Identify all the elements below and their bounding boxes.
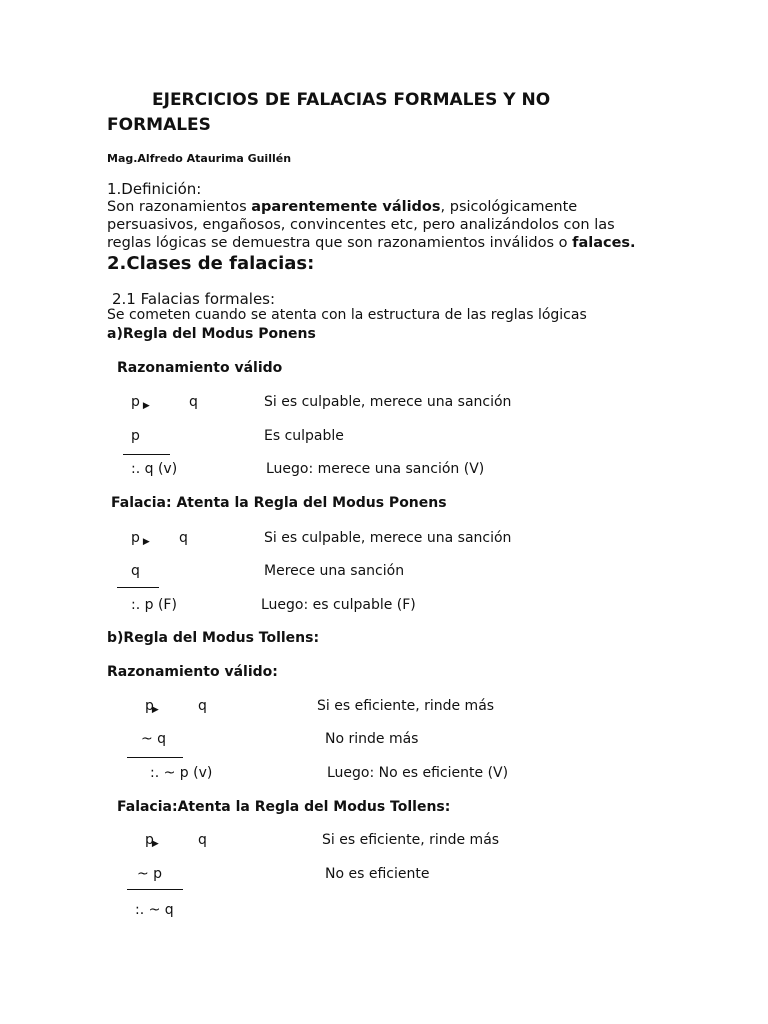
definition-paragraph [107, 198, 654, 252]
premise-text: Si es culpable, merece una sanción [264, 394, 512, 410]
conclusion-text: Luego: es culpable (F) [261, 597, 416, 613]
def-line-1-bold: aparentemente válidos [251, 199, 441, 215]
modus-tollens-heading: b)Regla del Modus Tollens: [107, 630, 320, 646]
premise-text: Es culpable [264, 428, 344, 444]
premise-symbol-q: q [198, 698, 207, 714]
conclusion-symbol: :. ~ q [135, 902, 174, 918]
conclusion-text: Luego: No es eficiente (V) [327, 765, 509, 781]
premise-symbol-q: q [198, 832, 207, 848]
premise-text: No rinde más [325, 731, 419, 747]
def-line-1-a: Son razonamientos [107, 199, 252, 215]
premise-text: No es eficiente [325, 866, 430, 882]
modus-ponens-heading: a)Regla del Modus Ponens [107, 326, 316, 342]
conclusion-text: Luego: merece una sanción (V) [266, 461, 485, 477]
fallacy-heading: Falacia: Atenta la Regla del Modus Ponens [111, 495, 447, 511]
premise-symbol: q [131, 563, 140, 579]
author: Mag.Alfredo Ataurima Guillén [107, 152, 292, 165]
implication-arrow-icon: ▶ [142, 537, 150, 547]
inference-line [117, 587, 159, 588]
def-line-3-a: reglas lógicas se demuestra que son razonamientos inválidos o [107, 235, 573, 251]
conclusion-symbol: :. q (v) [131, 461, 178, 477]
implication-arrow-icon: ▶ [151, 839, 159, 849]
premise-symbol: ~ q [141, 731, 167, 747]
title-line-1: EJERCICIOS DE FALACIAS FORMALES Y NO [152, 90, 551, 110]
premise-symbol: ~ p [137, 866, 163, 882]
conclusion-symbol: :. p (F) [131, 597, 177, 613]
def-line-1-b: , psicológicamente [440, 199, 578, 215]
valid-reasoning-heading: Razonamiento válido [117, 360, 283, 376]
inference-line [127, 757, 183, 758]
subsection-2-1-text: Se cometen cuando se atenta con la estructura de las reglas lógicas [107, 307, 587, 323]
premise-symbol: p▶ [145, 698, 159, 715]
premise-symbol-q: q [189, 394, 198, 410]
implication-arrow-icon: ▶ [142, 401, 150, 411]
premise-symbol-q: q [179, 530, 188, 546]
premise-text: Si es culpable, merece una sanción [264, 530, 512, 546]
def-line-2: persuasivos, engañosos, convincentes etc, pero analizándolos con las [107, 217, 615, 233]
premise-symbol: p ▶ [131, 394, 150, 411]
premise-symbol: p [131, 428, 140, 444]
inference-line [127, 889, 183, 890]
section-1-heading: 1.Definición: [107, 180, 202, 198]
premise-text: Si es eficiente, rinde más [317, 698, 495, 714]
valid-reasoning-heading: Razonamiento válido: [107, 664, 278, 680]
implication-arrow-icon: ▶ [151, 705, 159, 715]
premise-symbol: p▶ [145, 832, 159, 849]
subsection-2-1-heading: 2.1 Falacias formales: [112, 290, 276, 308]
premise-text: Si es eficiente, rinde más [322, 832, 500, 848]
premise-text: Merece una sanción [264, 563, 405, 579]
conclusion-symbol: :. ~ p (v) [150, 765, 213, 781]
inference-line [123, 454, 170, 455]
premise-symbol: p ▶ [131, 530, 150, 547]
def-line-3-bold: falaces. [572, 235, 636, 251]
fallacy-heading: Falacia:Atenta la Regla del Modus Tollens: [117, 799, 451, 815]
title-line-2: FORMALES [107, 115, 211, 135]
section-2-heading: 2.Clases de falacias: [107, 253, 315, 274]
